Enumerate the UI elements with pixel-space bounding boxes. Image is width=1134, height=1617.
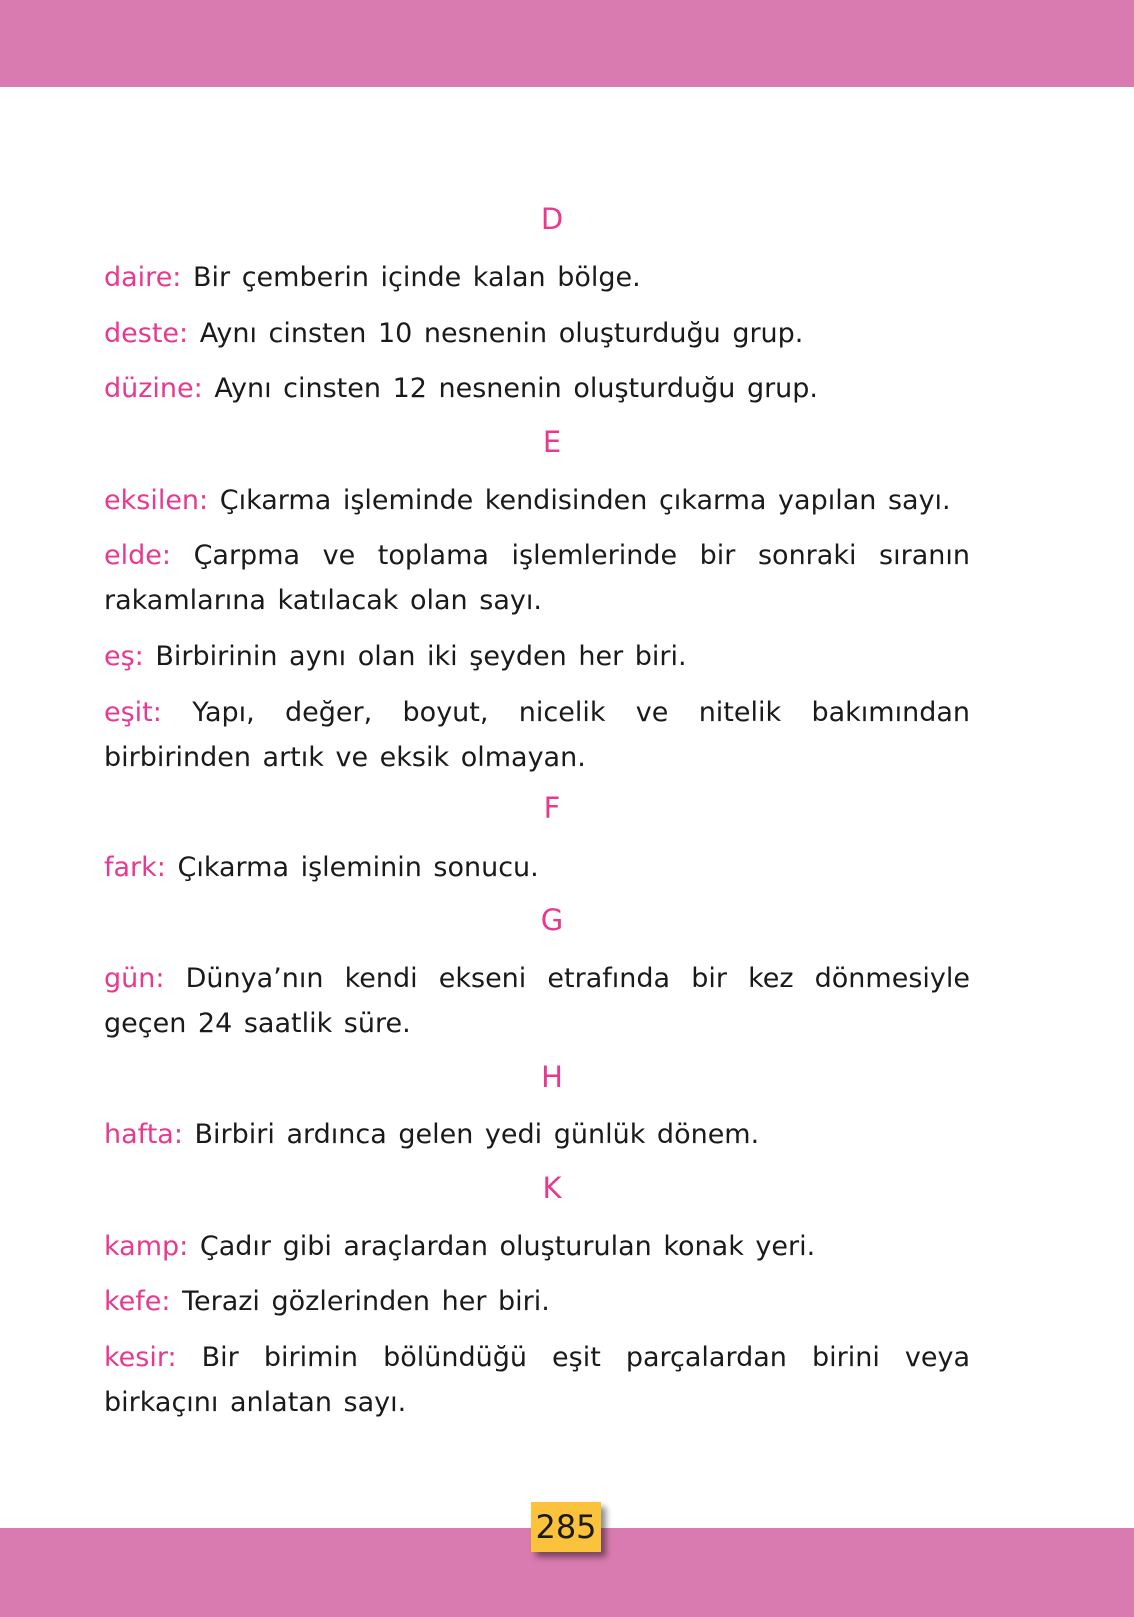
definition: Aynı cinsten 10 nesnenin oluşturduğu grup. — [199, 318, 804, 349]
section-letter-k: K — [542, 1171, 562, 1205]
glossary-entry — [104, 1224, 970, 1269]
glossary-entry — [104, 366, 970, 411]
glossary-entry — [104, 690, 970, 780]
section-letter-h: H — [541, 1060, 563, 1094]
definition: Terazi gözlerinden her biri. — [182, 1286, 550, 1317]
term: eşit: — [104, 697, 162, 728]
glossary-entry — [104, 311, 970, 356]
definition: Çıkarma işleminde kendisinden çıkarma yapılan sayı. — [219, 485, 951, 516]
definition: Bir birimin bölündüğü eşit parçalardan birini veya birkaçını anlatan sayı. — [104, 1342, 970, 1418]
term: eş: — [104, 641, 144, 672]
term: kesir: — [104, 1342, 177, 1373]
definition: Dünya’nın kendi ekseni etrafında bir kez dönmesiyle geçen 24 saatlik süre. — [104, 963, 970, 1039]
term: elde: — [104, 540, 171, 571]
glossary-entry — [104, 956, 970, 1046]
definition: Bir çemberin içinde kalan bölge. — [193, 262, 641, 293]
term: daire: — [104, 262, 182, 293]
page-number: 285 — [531, 1502, 601, 1552]
glossary-entry — [104, 634, 970, 679]
section-letter-d: D — [540, 202, 564, 236]
top-band — [0, 0, 1134, 87]
definition: Birbirinin aynı olan iki şeyden her biri. — [155, 641, 687, 672]
term: deste: — [104, 318, 189, 349]
term: düzine: — [104, 373, 203, 404]
definition: Çadır gibi araçlardan oluşturulan konak yeri. — [199, 1231, 816, 1262]
glossary-entry — [104, 255, 970, 300]
term: kefe: — [104, 1286, 171, 1317]
term: kamp: — [104, 1231, 189, 1262]
term: gün: — [104, 963, 165, 994]
term: hafta: — [104, 1119, 183, 1150]
section-letter-e: E — [542, 425, 562, 459]
glossary-entry — [104, 478, 970, 523]
glossary-entry — [104, 533, 970, 623]
section-letter-g: G — [540, 903, 564, 937]
term: eksilen: — [104, 485, 209, 516]
definition: Çıkarma işleminin sonucu. — [177, 852, 539, 883]
definition: Yapı, değer, boyut, nicelik ve nitelik bakımından birbirinden artık ve eksik olmayan. — [104, 697, 970, 773]
definition: Birbiri ardınca gelen yedi günlük dönem. — [194, 1119, 760, 1150]
term: fark: — [104, 852, 166, 883]
glossary-entry — [104, 1279, 970, 1324]
glossary-entry — [104, 1335, 970, 1425]
definition: Çarpma ve toplama işlemlerinde bir sonraki sıranın rakamlarına katılacak olan sayı. — [104, 540, 970, 616]
glossary-entry — [104, 1112, 970, 1157]
definition: Aynı cinsten 12 nesnenin oluşturduğu grup. — [214, 373, 819, 404]
section-letter-f: F — [543, 791, 561, 825]
glossary-entry — [104, 845, 970, 890]
